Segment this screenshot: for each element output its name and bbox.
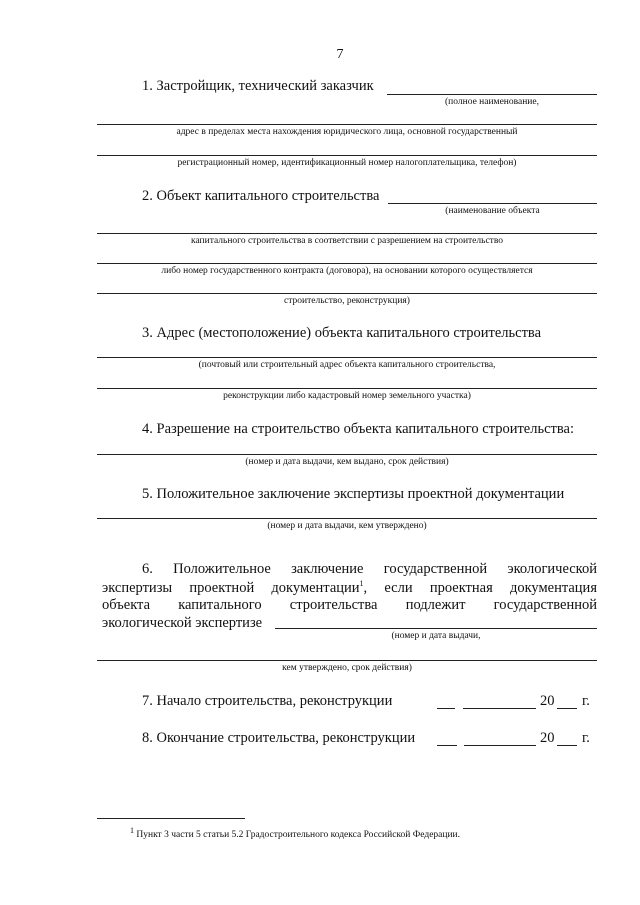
section-2-field-line-2[interactable] [97, 233, 597, 234]
section-6-field-line[interactable] [275, 628, 597, 629]
section-6-footnote-mark: 1 [359, 579, 364, 588]
footnote-text: Пункт 3 части 5 статьи 5.2 Градостроительного кодекса Российской Федерации. [136, 830, 461, 841]
section-2-caption-1: (наименование объекта [445, 206, 540, 216]
section-7-year-prefix: 20 [540, 693, 555, 709]
section-2-caption-2: капитального строительства в соответствии с разрешением на строительство [190, 236, 504, 246]
section-7-year-field[interactable] [557, 708, 577, 709]
section-2-field-line-3[interactable] [97, 263, 597, 264]
section-3-field-line[interactable] [97, 357, 597, 358]
section-1-label: 1. Застройщик, технический заказчик [142, 78, 374, 94]
section-5-caption: (номер и дата выдачи, кем утверждено) [267, 521, 427, 531]
section-3-caption-2: реконструкции либо кадастровый номер земельного участка) [223, 391, 471, 401]
section-2-label: 2. Объект капитального строительства [142, 188, 380, 204]
section-1-caption-1: (полное наименование, [445, 97, 539, 107]
section-7-label: 7. Начало строительства, реконструкции [142, 693, 393, 709]
section-6-caption-2: кем утверждено, срок действия) [282, 663, 412, 673]
section-8-label: 8. Окончание строительства, реконструкции [142, 730, 416, 746]
section-2-caption-3: либо номер государственного контракта (договора), на основании которого осуществляется [161, 266, 533, 276]
section-1-field-line[interactable] [387, 94, 597, 95]
section-2-caption-4: строительство, реконструкция) [284, 296, 410, 306]
section-4-label: 4. Разрешение на строительство объекта капитального строительства: [142, 421, 574, 437]
footnote-rule [97, 818, 245, 819]
section-6-line-1: 6. Положительное заключение государственной экологической [142, 561, 597, 577]
section-6-line-4: экологической экспертизе [102, 615, 263, 631]
section-6-line-2-tail: , если проектная документация [363, 579, 597, 596]
section-1-field-line-3[interactable] [97, 155, 597, 156]
section-3-label: 3. Адрес (местоположение) объекта капитального строительства [142, 325, 542, 341]
section-6-line-2 [102, 579, 597, 597]
page-number: 7 [336, 47, 344, 62]
footnote [130, 826, 460, 840]
section-8-year-field[interactable] [557, 745, 577, 746]
section-1-caption-2: адрес в пределах места нахождения юридического лица, основной государственный [176, 127, 518, 137]
section-8-month-field[interactable] [464, 745, 536, 746]
section-1-caption-3: регистрационный номер, идентификационный номер налогоплательщика, телефон) [177, 158, 517, 168]
section-4-caption: (номер и дата выдачи, кем выдано, срок действия) [245, 457, 449, 467]
section-6-field-line-2[interactable] [97, 660, 597, 661]
section-7-month-field[interactable] [463, 708, 536, 709]
section-5-label: 5. Положительное заключение экспертизы проектной документации [142, 486, 565, 502]
section-5-field-line[interactable] [97, 518, 597, 519]
footnote-mark: 1 [130, 826, 134, 835]
section-6-line-2-text: экспертизы проектной документации [102, 579, 360, 596]
section-6-caption-1: (номер и дата выдачи, [391, 631, 481, 641]
section-8-day-field[interactable] [437, 745, 457, 746]
section-2-field-line[interactable] [388, 203, 597, 204]
section-2-field-line-4[interactable] [97, 293, 597, 294]
section-7-day-field[interactable] [437, 708, 455, 709]
section-1-field-line-2[interactable] [97, 124, 597, 125]
section-3-caption-1: (почтовый или строительный адрес объекта капитального строительства, [198, 360, 496, 370]
section-8-year-prefix: 20 [540, 730, 555, 746]
section-7-year-suffix: г. [582, 693, 590, 709]
section-6-line-3: объекта капитального строительства подлежит государственной [102, 597, 597, 613]
section-8-year-suffix: г. [582, 730, 590, 746]
section-4-field-line[interactable] [97, 454, 597, 455]
section-3-field-line-2[interactable] [97, 388, 597, 389]
